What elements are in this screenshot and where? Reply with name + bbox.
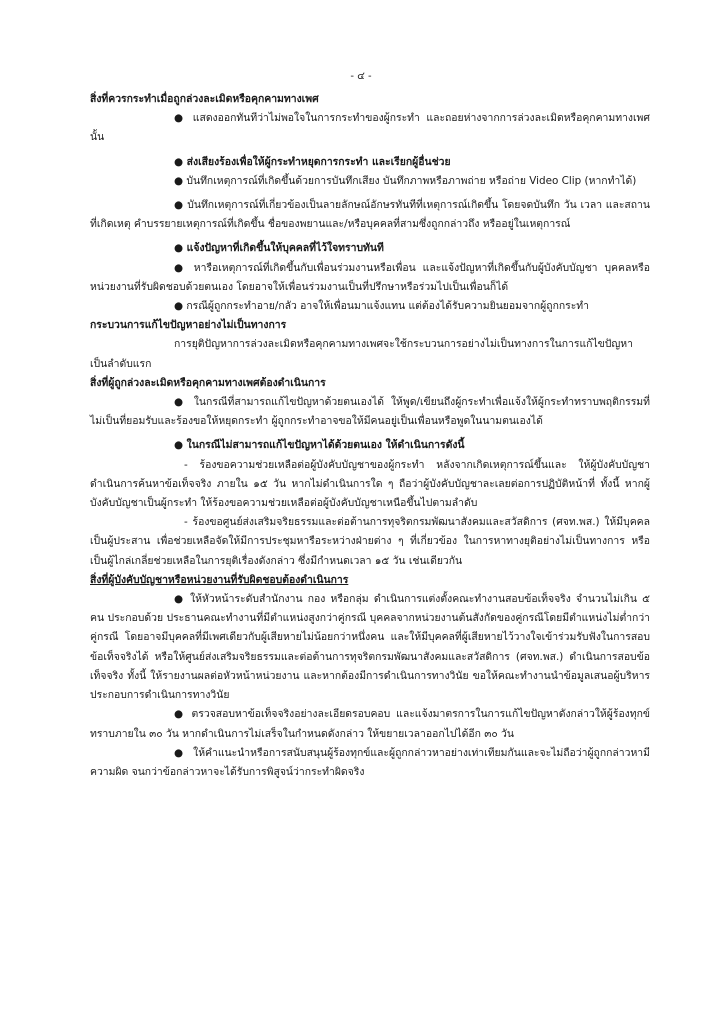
bold-bullet-heading: ● ในกรณีไม่สามารถแก้ไขปัญหาได้ด้วยตนเอง ให้ดำเนินการดังนี้ xyxy=(174,439,465,452)
section-heading-3: สิ่งที่ผู้ถูกล่วงละเมิดหรือคุกคามทางเพศต้องดำเนินการ xyxy=(90,376,326,389)
bullet-paragraph: ● แสดงออกทันทีว่าไม่พอใจในการกระทำของผู้กระทำ และถอยห่างจากการล่วงละเมิดหรือคุกคามทางเพศนั้น xyxy=(90,112,650,144)
bullet-paragraph: ● กรณีผู้ถูกกระทำอาย/กลัว อาจให้เพื่อนมาแจ้งแทน แต่ต้องได้รับความยินยอมจากผู้ถูกกระทำ xyxy=(174,300,589,313)
body-paragraph: การยุติปัญหาการล่วงละเมิดหรือคุกคามทางเพศจะใช้กระบวนการอย่างไม่เป็นทางการในการแก้ไขปัญหาเป็นลำดับแรก xyxy=(90,338,633,370)
dash-paragraph: - ร้องขอความช่วยเหลือต่อผู้บังคับบัญชาของผู้กระทำ หลังจากเกิดเหตุการณ์ขึ้นและ ให้ผู้บังคับบัญชาดำเนินการค้นหาข้อเท็จจริง ภายใน ๑๕ วัน หากไม่ดำเนินการใด ๆ ถือว่าผู้บังคับบัญชาละเลยต่อการปฏิบัติหน้าที่ ทั้งนี้ หากผู้บังคับบัญชาเป็นผู้กระทำ ให้ร้องขอความช่วยเหลือต่อผู้บังคับบัญชาเหนือขึ้นไปตามลำดับ xyxy=(90,458,650,510)
dash-paragraph: - ร้องขอศูนย์ส่งเสริมจริยธรรมและต่อต้านการทุจริตกรมพัฒนาสังคมและสวัสดิการ (ศจท.พส.) ให้มีบุคคลเป็นผู้ประสาน เพื่อช่วยเหลือจัดให้มีการประชุมหารือระหว่างฝ่ายต่าง ๆ ที่เกี่ยวข้อง ในการหาทางยุติอย่างไม่เป็นทางการ หรือเป็นผู้ไกล่เกลี่ยช่วยเหลือในการยุติเรื่องดังกล่าว ซึ่งมีกำหนดเวลา ๑๕ วัน เช่นเดียวกัน xyxy=(90,516,650,567)
section-heading-2: กระบวนการแก้ไขปัญหาอย่างไม่เป็นทางการ xyxy=(90,319,287,332)
bullet-paragraph: ● ให้หัวหน้าระดับสำนักงาน กอง หรือกลุ่ม ดำเนินการแต่งตั้งคณะทำงานสอบข้อเท็จจริง จำนวนไม่เกิน ๕ คน ประกอบด้วย ประธานคณะทำงานที่มีตำแหน่งสูงกว่าคู่กรณี บุคคลจากหน่วยงานต้นสังกัดของคู่กรณีโดยมีตำแหน่งไม่ต่ำกว่าคู่กรณี โดยอาจมีบุคคลที่มีเพศเดียวกับผู้เสียหายไม่น้อยกว่าหนึ่งคน และให้มีบุคคลที่ผู้เสียหายไว้วางใจเข้าร่วมรับฟังในการสอบข้อเท็จจริงได้ หรือให้ศูนย์ส่งเสริมจริยธรรมและต่อต้านการทุจริตกรมพัฒนาสังคมและสวัสดิการ (ศจท.พส.) ดำเนินการสอบข้อเท็จจริง ทั้งนี้ ให้รายงานผลต่อหัวหน้าหน่วยงาน และหากต้องมีการดำเนินการทางวินัย ขอให้คณะทำงานนำข้อมูลเสนอผู้บริหาร ประกอบการดำเนินการทางวินัย xyxy=(90,593,650,702)
section-heading-4: สิ่งที่ผู้บังคับบัญชาหรือหน่วยงานที่รับผิดชอบต้องดำเนินการ xyxy=(90,573,349,586)
bullet-paragraph: ● ให้คำแนะนำหรือการสนับสนุนผู้ร้องทุกข์และผู้ถูกกล่าวหาอย่างเท่าเทียมกันและจะไม่ถือว่าผู้ถูกกล่าวหามีความผิด จนกว่าข้อกล่าวหาจะได้รับการพิสูจน์ว่ากระทำผิดจริง xyxy=(90,746,650,778)
section-heading-1: สิ่งที่ควรกระทำเมื่อถูกล่วงละเมิดหรือคุกคามทางเพศ xyxy=(90,93,319,105)
document-body xyxy=(90,68,650,782)
bullet-paragraph: ● บันทึกเหตุการณ์ที่เกิดขึ้นด้วยการบันทึกเสียง บันทึกภาพหรือภาพถ่าย หรือถ่าย Video Clip (หากทำได้) xyxy=(174,174,637,187)
bullet-paragraph: ● หารือเหตุการณ์ที่เกิดขึ้นกับเพื่อนร่วมงานหรือเพื่อน และแจ้งปัญหาที่เกิดขึ้นกับผู้บังคับบัญชา บุคคลหรือหน่วยงานที่รับผิดชอบด้วยตนเอง โดยอาจให้เพื่อนร่วมงานเป็นที่ปรึกษาหรือร่วมไปเป็นเพื่อนก็ได้ xyxy=(90,261,650,293)
bold-bullet-heading: ● ส่งเสียงร้องเพื่อให้ผู้กระทำหยุดการกระทำ และเรียกผู้อื่นช่วย xyxy=(174,155,451,168)
bullet-paragraph: ● ตรวจสอบหาข้อเท็จจริงอย่างละเอียดรอบคอบ และแจ้งมาตรการในการแก้ไขปัญหาดังกล่าวให้ผู้ร้องทุกข์ทราบภายใน ๓๐ วัน หากดำเนินการไม่เสร็จในกำหนดดังกล่าว ให้ขยายเวลาออกไปได้อีก ๓๐ วัน xyxy=(90,708,650,740)
bold-bullet-heading: ● แจ้งปัญหาที่เกิดขึ้นให้บุคคลที่ไว้ใจทราบทันที xyxy=(174,242,384,255)
bullet-paragraph: ● บันทึกเหตุการณ์ที่เกี่ยวข้องเป็นลายลักษณ์อักษรทันทีที่เหตุการณ์เกิดขึ้น โดยจดบันทึก วัน เวลา และสถานที่เกิดเหตุ คำบรรยายเหตุการณ์ที่เกิดขึ้น ชื่อของพยานและ/หรือบุคคลที่สามซึ่งถูกกล่าวถึง หรืออยู่ในเหตุการณ์ xyxy=(90,199,650,231)
page-number: - ๔ - xyxy=(350,71,372,82)
bullet-paragraph: ● ในกรณีที่สามารถแก้ไขปัญหาด้วยตนเองได้ ให้พูด/เขียนถึงผู้กระทำเพื่อแจ้งให้ผู้กระทำทราบพฤติกรรมที่ไม่เป็นที่ยอมรับและร้องขอให้หยุดกระทำ ผู้ถูกกระทำอาจขอให้มีคนอยู่เป็นเพื่อนหรือพูดในนามตนเองได้ xyxy=(90,396,650,428)
